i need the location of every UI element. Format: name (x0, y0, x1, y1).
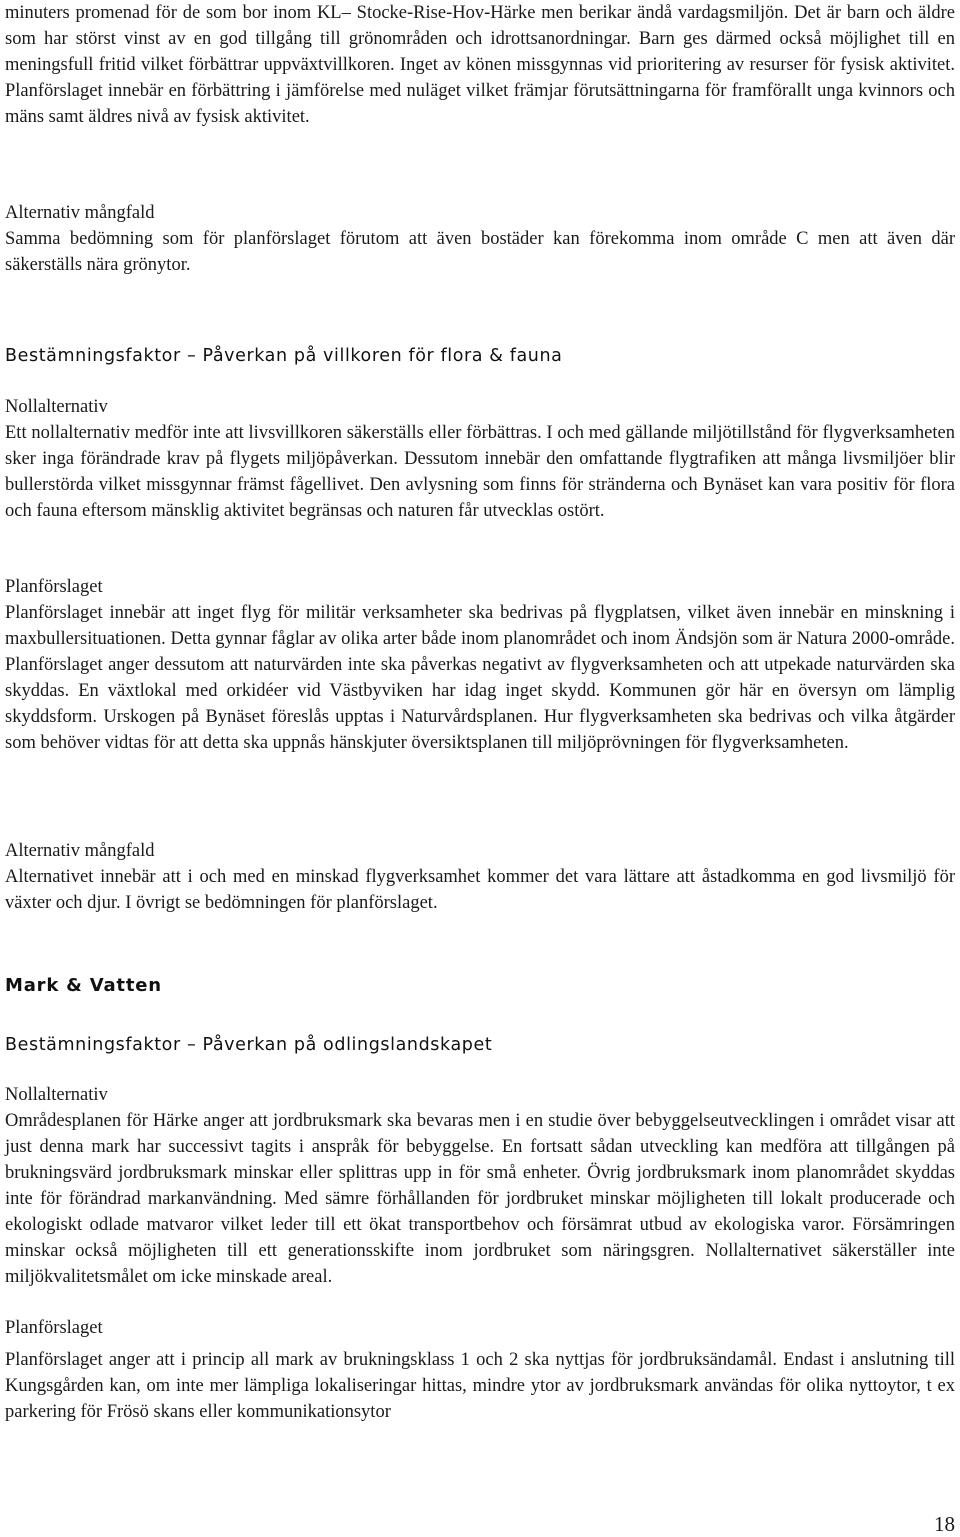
flora-plan-text: Planförslaget innebär att inget flyg för militär verksamheter ska bedrivas på flygplatsen, vilket även innebär en minskning i maxbullersituationen. Detta gynnar fåglar av olika arter både inom planområdet och inom Ändsjön som är Natura 2000-område. Planförslaget anger dessutom att naturvärden inte ska påverkas negativt av flygverksamheten och att utpekade naturvärden ska skyddas. En växtlokal med orkidéer vid Västbyviken har idag inget skydd. Kommunen gör här en översyn om lämplig skyddsform. Urskogen på Bynäset föreslås upptas i Naturvårdsplanen. Hur flygverksamheten ska bedrivas och vilka åtgärder som behöver vidtas för att detta ska uppnås hänskjuter översiktsplanen till miljöprövningen för flygverksamheten. (5, 603, 955, 753)
intro-paragraph: minuters promenad för de som bor inom KL– Stocke-Rise-Hov-Härke men berikar ändå vardagsmiljön. Det är barn och äldre som har störst vinst av en god tillgång till grönområden och idrottsanordningar. Barn ges därmed också möjlighet till en meningsfull fritid vilket förbättrar uppväxtvillkoren. Inget av könen missgynnas vid prioritering av resurser för fysisk aktivitet. Planförslaget innebär en förbättring i jämförelse med nuläget vilket främjar förutsättningarna för framförallt unga kvinnors och mäns samt äldres nivå av fysisk aktivitet. (5, 3, 955, 127)
intro-section (5, 0, 955, 130)
flora-alt-text: Alternativet innebär att i och med en minskad flygverksamhet kommer det vara lättare att åstadkomma en god livsmiljö för växter och djur. I övrigt se bedömningen för planförslaget. (5, 867, 955, 913)
odling-plan-text: Planförslaget anger att i princip all mark av brukningsklass 1 och 2 ska nyttjas för jordbruksändamål. Endast i anslutning till Kungsgården kan, om inte mer lämpliga lokaliseringar hittas, mindre ytor av jordbruksmark användas för olika nyttoytor, t ex parkering för Frösö skans eller kommunikationsytor (5, 1350, 955, 1422)
alt-mangfald-text: Samma bedömning som för planförslaget förutom att även bostäder kan förekomma inom område C men att även där säkerställs nära grönytor. (5, 229, 955, 275)
flora-alt-section (5, 838, 955, 916)
odling-heading: Bestämningsfaktor – Påverkan på odlingslandskapet (5, 1035, 493, 1055)
odling-noll-section (5, 1082, 955, 1290)
flora-alt-heading: Alternativ mångfald (5, 841, 155, 861)
flora-plan-section (5, 574, 955, 756)
page-number: 18 (934, 1512, 955, 1536)
alt-mangfald-section-1 (5, 200, 955, 278)
mark-vatten-heading: Mark & Vatten (5, 975, 162, 996)
flora-fauna-section (5, 344, 955, 368)
mark-vatten-section (5, 974, 955, 998)
odling-plan-section (5, 1315, 955, 1425)
flora-noll-section (5, 394, 955, 524)
flora-noll-heading: Nollalternativ (5, 397, 108, 417)
flora-fauna-heading: Bestämningsfaktor – Påverkan på villkoren för flora & fauna (5, 346, 563, 366)
odling-section (5, 1033, 955, 1057)
odling-noll-heading: Nollalternativ (5, 1085, 108, 1105)
flora-plan-heading: Planförslaget (5, 577, 103, 597)
flora-noll-text: Ett nollalternativ medför inte att livsvillkoren säkerställs eller förbättras. I och med gällande miljötillstånd för flygverksamheten sker inga förändrade krav på flygets miljöpåverkan. Dessutom innebär den omfattande flygtrafiken att många livsmiljöer blir bullerstörda vilket missgynnar främst fågellivet. Den avlysning som finns för stränderna och Bynäset kan vara positiv för flora och fauna eftersom mänsklig aktivitet begränsas och naturen får utvecklas ostört. (5, 423, 955, 521)
odling-noll-text: Områdesplanen för Härke anger att jordbruksmark ska bevaras men i en studie över bebyggelseutvecklingen i området visar att just denna mark har successivt tagits i anspråk för bebyggelse. En fortsatt sådan utveckling kan medföra att tillgången på brukningsvärd jordbruksmark minskar eller splittras upp in för små enheter. Övrig jordbruksmark inom planområdet skyddas inte för förändrad markanvändning. Med sämre förhållanden för jordbruket minskar möjligheten till lokalt producerade och ekologiskt odlade matvaror vilket leder till ett ökat transportbehov och försämrat utbud av ekologiska varor. Försämringen minskar också möjligheten till ett generationsskifte inom jordbruket som näringsgren. Nollalternativet säkerställer inte miljökvalitetsmålet om icke minskade areal. (5, 1111, 955, 1287)
alt-mangfald-heading: Alternativ mångfald (5, 203, 155, 223)
odling-plan-heading: Planförslaget (5, 1318, 103, 1338)
